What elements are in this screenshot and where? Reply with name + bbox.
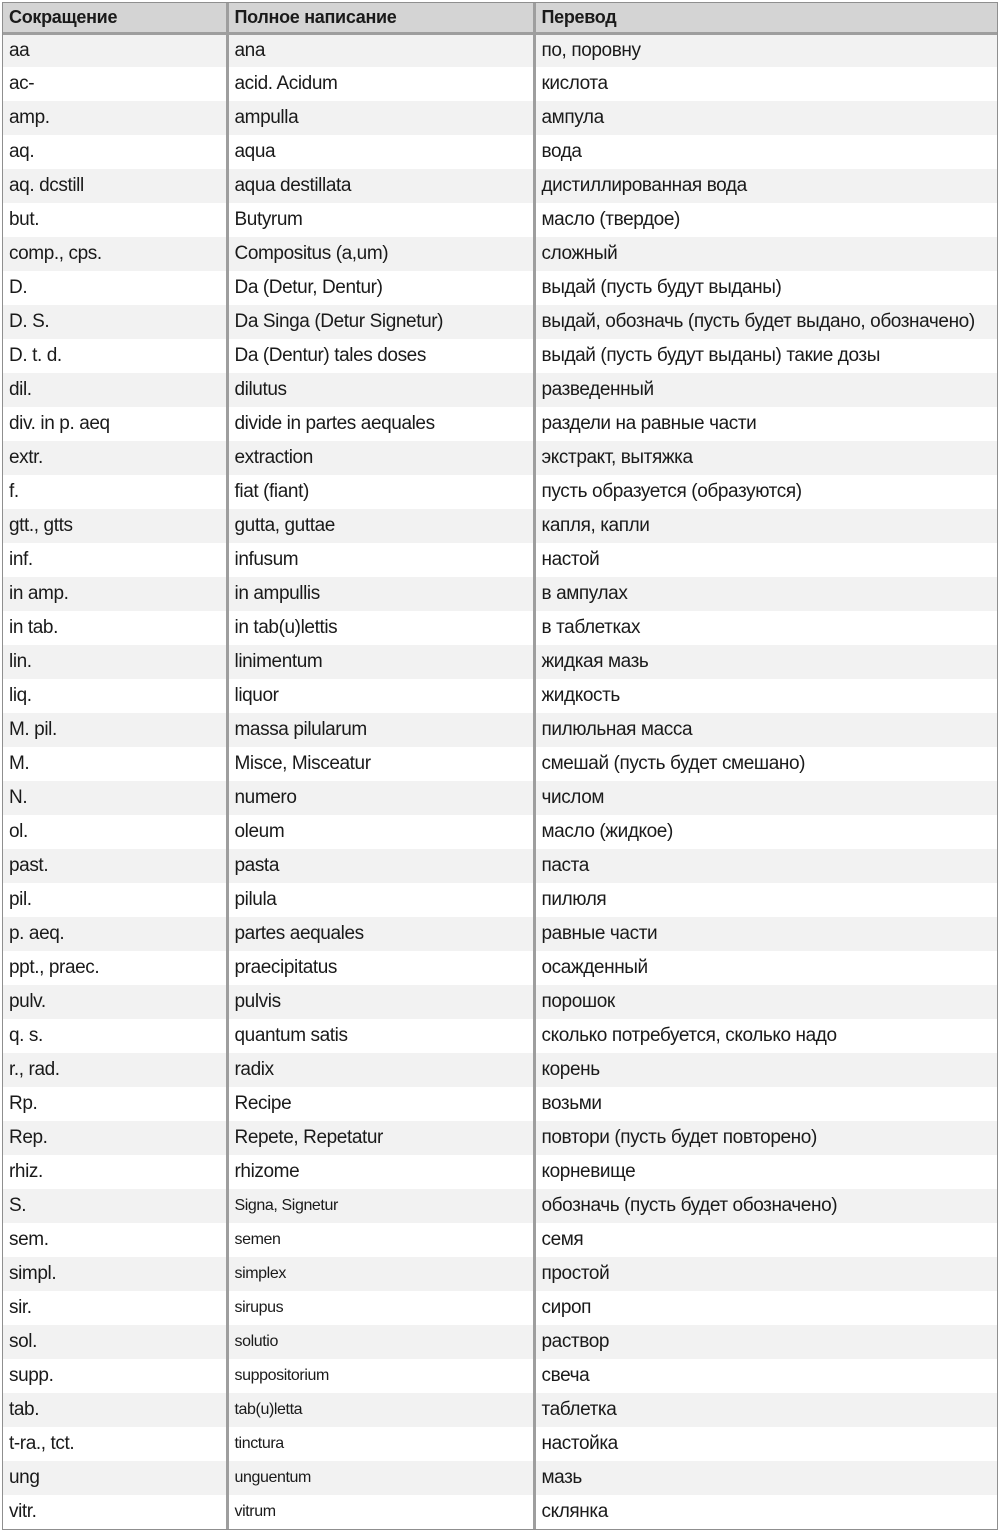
cell-full-form: Butyrum [227, 203, 534, 237]
cell-abbreviation: amp. [3, 101, 227, 135]
cell-abbreviation: vitr. [3, 1495, 227, 1529]
cell-full-form: Misce, Misceatur [227, 747, 534, 781]
cell-full-form: massa pilularum [227, 713, 534, 747]
cell-translation: раствор [534, 1325, 997, 1359]
cell-translation: экстракт, вытяжка [534, 441, 997, 475]
table-row [3, 747, 997, 781]
table-row [3, 543, 997, 577]
header-translation: Перевод [534, 3, 997, 33]
table-row [3, 407, 997, 441]
cell-abbreviation: liq. [3, 679, 227, 713]
cell-abbreviation: sem. [3, 1223, 227, 1257]
table-row [3, 1019, 997, 1053]
cell-translation: пилюля [534, 883, 997, 917]
cell-translation: мазь [534, 1461, 997, 1495]
cell-translation: сироп [534, 1291, 997, 1325]
cell-abbreviation: past. [3, 849, 227, 883]
cell-translation: пилюльная масса [534, 713, 997, 747]
table-row [3, 1257, 997, 1291]
cell-translation: масло (жидкое) [534, 815, 997, 849]
cell-full-form: Da Singa (Detur Signetur) [227, 305, 534, 339]
cell-translation: равные части [534, 917, 997, 951]
table-row [3, 1189, 997, 1223]
cell-translation: возьми [534, 1087, 997, 1121]
cell-translation: вода [534, 135, 997, 169]
cell-full-form: unguentum [227, 1461, 534, 1495]
cell-full-form: gutta, guttae [227, 509, 534, 543]
table-row [3, 1053, 997, 1087]
cell-full-form: quantum satis [227, 1019, 534, 1053]
cell-abbreviation: S. [3, 1189, 227, 1223]
cell-translation: дистиллированная вода [534, 169, 997, 203]
table-row [3, 305, 997, 339]
cell-abbreviation: p. aeq. [3, 917, 227, 951]
cell-translation: порошок [534, 985, 997, 1019]
cell-full-form: ana [227, 33, 534, 67]
cell-translation: в таблетках [534, 611, 997, 645]
cell-full-form: rhizome [227, 1155, 534, 1189]
cell-abbreviation: ung [3, 1461, 227, 1495]
table-row [3, 339, 997, 373]
cell-full-form: in tab(u)lettis [227, 611, 534, 645]
cell-abbreviation: pulv. [3, 985, 227, 1019]
cell-full-form: Repete, Repetatur [227, 1121, 534, 1155]
cell-abbreviation: sol. [3, 1325, 227, 1359]
cell-full-form: partes aequales [227, 917, 534, 951]
cell-translation: осажденный [534, 951, 997, 985]
cell-full-form: acid. Acidum [227, 67, 534, 101]
cell-translation: свеча [534, 1359, 997, 1393]
cell-full-form: divide in partes aequales [227, 407, 534, 441]
cell-abbreviation: comp., cps. [3, 237, 227, 271]
cell-abbreviation: in tab. [3, 611, 227, 645]
table-row [3, 781, 997, 815]
cell-translation: корневище [534, 1155, 997, 1189]
cell-full-form: infusum [227, 543, 534, 577]
cell-full-form: radix [227, 1053, 534, 1087]
table-row [3, 67, 997, 101]
cell-translation: раздели на равные части [534, 407, 997, 441]
table-row [3, 101, 997, 135]
cell-translation: обозначь (пусть будет обозначено) [534, 1189, 997, 1223]
table-row [3, 883, 997, 917]
cell-full-form: aqua [227, 135, 534, 169]
header-full-form: Полное написание [227, 3, 534, 33]
table-row [3, 1121, 997, 1155]
table-row [3, 135, 997, 169]
table-row [3, 373, 997, 407]
cell-full-form: Recipe [227, 1087, 534, 1121]
table-row [3, 577, 997, 611]
cell-translation: смешай (пусть будет смешано) [534, 747, 997, 781]
cell-abbreviation: simpl. [3, 1257, 227, 1291]
cell-translation: сложный [534, 237, 997, 271]
cell-abbreviation: pil. [3, 883, 227, 917]
cell-full-form: Signa, Signetur [227, 1189, 534, 1223]
table-row [3, 441, 997, 475]
table-row [3, 271, 997, 305]
cell-abbreviation: dil. [3, 373, 227, 407]
cell-full-form: praecipitatus [227, 951, 534, 985]
cell-abbreviation: f. [3, 475, 227, 509]
cell-translation: простой [534, 1257, 997, 1291]
table-row [3, 169, 997, 203]
cell-abbreviation: tab. [3, 1393, 227, 1427]
cell-translation: корень [534, 1053, 997, 1087]
cell-abbreviation: M. pil. [3, 713, 227, 747]
cell-translation: повтори (пусть будет повторено) [534, 1121, 997, 1155]
table-row [3, 849, 997, 883]
table-row [3, 1359, 997, 1393]
cell-translation: жидкая мазь [534, 645, 997, 679]
cell-full-form: pasta [227, 849, 534, 883]
cell-translation: таблетка [534, 1393, 997, 1427]
table-row [3, 1155, 997, 1189]
table-row [3, 203, 997, 237]
cell-abbreviation: ac- [3, 67, 227, 101]
table-row [3, 645, 997, 679]
cell-translation: выдай, обозначь (пусть будет выдано, обозначено) [534, 305, 997, 339]
cell-abbreviation: but. [3, 203, 227, 237]
cell-full-form: Compositus (a,um) [227, 237, 534, 271]
cell-translation: выдай (пусть будут выданы) [534, 271, 997, 305]
cell-abbreviation: N. [3, 781, 227, 815]
cell-full-form: liquor [227, 679, 534, 713]
cell-translation: капля, капли [534, 509, 997, 543]
cell-abbreviation: ppt., praec. [3, 951, 227, 985]
cell-full-form: Da (Dentur) tales doses [227, 339, 534, 373]
cell-translation: кислота [534, 67, 997, 101]
table-row [3, 33, 997, 67]
cell-abbreviation: supp. [3, 1359, 227, 1393]
cell-translation: сколько потребуется, сколько надо [534, 1019, 997, 1053]
cell-full-form: pulvis [227, 985, 534, 1019]
cell-full-form: vitrum [227, 1495, 534, 1529]
table-row [3, 815, 997, 849]
cell-full-form: dilutus [227, 373, 534, 407]
cell-abbreviation: D. t. d. [3, 339, 227, 373]
cell-abbreviation: aa [3, 33, 227, 67]
table-row [3, 237, 997, 271]
cell-full-form: ampulla [227, 101, 534, 135]
cell-full-form: extraction [227, 441, 534, 475]
cell-full-form: simplex [227, 1257, 534, 1291]
table-row [3, 1291, 997, 1325]
cell-abbreviation: ol. [3, 815, 227, 849]
table-row [3, 509, 997, 543]
table-row [3, 713, 997, 747]
cell-full-form: solutio [227, 1325, 534, 1359]
table-row [3, 985, 997, 1019]
cell-translation: настойка [534, 1427, 997, 1461]
table-row [3, 1223, 997, 1257]
table-row [3, 679, 997, 713]
cell-translation: по, поровну [534, 33, 997, 67]
cell-full-form: tinctura [227, 1427, 534, 1461]
table-row [3, 475, 997, 509]
cell-full-form: sirupus [227, 1291, 534, 1325]
cell-abbreviation: inf. [3, 543, 227, 577]
abbreviations-grid [3, 3, 997, 1529]
header-abbreviation: Сокращение [3, 3, 227, 33]
table-row [3, 1325, 997, 1359]
cell-abbreviation: aq. dcstill [3, 169, 227, 203]
cell-translation: семя [534, 1223, 997, 1257]
cell-translation: склянка [534, 1495, 997, 1529]
cell-full-form: tab(u)letta [227, 1393, 534, 1427]
header-row [3, 3, 997, 33]
cell-abbreviation: extr. [3, 441, 227, 475]
table-row [3, 1427, 997, 1461]
cell-full-form: in ampullis [227, 577, 534, 611]
abbreviations-table [2, 2, 998, 1530]
table-row [3, 917, 997, 951]
cell-translation: жидкость [534, 679, 997, 713]
cell-abbreviation: Rp. [3, 1087, 227, 1121]
cell-full-form: oleum [227, 815, 534, 849]
cell-abbreviation: aq. [3, 135, 227, 169]
cell-abbreviation: q. s. [3, 1019, 227, 1053]
cell-abbreviation: M. [3, 747, 227, 781]
cell-abbreviation: D. S. [3, 305, 227, 339]
cell-abbreviation: in amp. [3, 577, 227, 611]
cell-translation: масло (твердое) [534, 203, 997, 237]
cell-abbreviation: rhiz. [3, 1155, 227, 1189]
cell-abbreviation: div. in p. aeq [3, 407, 227, 441]
cell-translation: разведенный [534, 373, 997, 407]
cell-full-form: suppositorium [227, 1359, 534, 1393]
table-row [3, 611, 997, 645]
cell-abbreviation: gtt., gtts [3, 509, 227, 543]
cell-full-form: aqua destillata [227, 169, 534, 203]
cell-full-form: pilula [227, 883, 534, 917]
table-row [3, 1087, 997, 1121]
cell-translation: паста [534, 849, 997, 883]
cell-abbreviation: t-ra., tct. [3, 1427, 227, 1461]
cell-translation: в ампулах [534, 577, 997, 611]
cell-translation: выдай (пусть будут выданы) такие дозы [534, 339, 997, 373]
cell-abbreviation: r., rad. [3, 1053, 227, 1087]
cell-translation: пусть образуется (образуются) [534, 475, 997, 509]
cell-full-form: linimentum [227, 645, 534, 679]
cell-translation: настой [534, 543, 997, 577]
table-row [3, 1461, 997, 1495]
table-row [3, 1393, 997, 1427]
cell-translation: числом [534, 781, 997, 815]
cell-full-form: Da (Detur, Dentur) [227, 271, 534, 305]
table-row [3, 951, 997, 985]
table-body [3, 33, 997, 1529]
cell-translation: ампула [534, 101, 997, 135]
cell-abbreviation: D. [3, 271, 227, 305]
table-row [3, 1495, 997, 1529]
cell-full-form: fiat (fiant) [227, 475, 534, 509]
cell-abbreviation: lin. [3, 645, 227, 679]
cell-abbreviation: Rep. [3, 1121, 227, 1155]
cell-abbreviation: sir. [3, 1291, 227, 1325]
cell-full-form: numero [227, 781, 534, 815]
cell-full-form: semen [227, 1223, 534, 1257]
